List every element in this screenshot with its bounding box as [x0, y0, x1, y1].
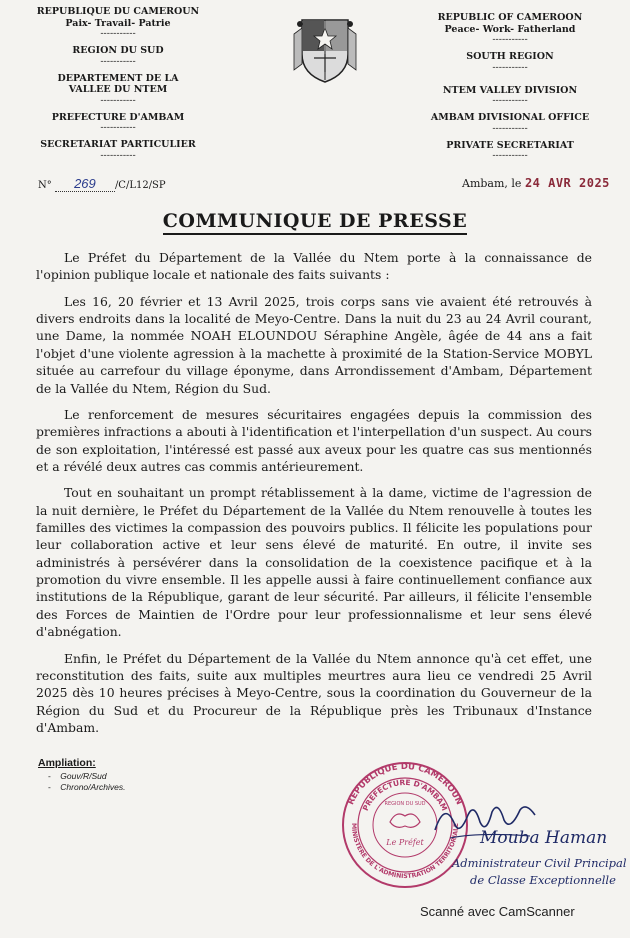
seal-sub-text: REGION DU SUD — [384, 801, 426, 807]
paragraph: Le renforcement de mesures sécuritaires engagées depuis la commission des premières infractions a abouti à l'identification et l'interpellation d'un suspect. Au cours de son exploitation, l'intéressé est passé aux aveux pour les quatre cas sus mentionnés et a révélé deux autres cas commis antérieurement. — [36, 406, 592, 474]
seal-center-label: Le Préfet — [386, 838, 424, 847]
reference-prefix: N° — [38, 180, 52, 191]
separator: ----------- — [100, 94, 136, 106]
ampliation-heading: Ampliation: — [38, 757, 96, 769]
signatory-title-line2: de Classe Exceptionnelle — [470, 873, 616, 887]
prefecture-fr: PREFECTURE D'AMBAM — [51, 111, 185, 123]
ampliation-list — [38, 757, 125, 793]
header-right-english — [400, 12, 620, 161]
motto-fr: Paix- Travail- Patrie — [65, 17, 171, 29]
scanner-watermark: Scanné avec CamScanner — [420, 904, 575, 919]
region-en: SOUTH REGION — [466, 51, 554, 63]
date-place: Ambam, le — [462, 177, 522, 190]
country-name-en: REPUBLIC OF CAMEROON — [437, 12, 583, 23]
paragraph: Tout en souhaitant un prompt rétablissement à la dame, victime de l'agression de la nuit dernière, le Préfet du Département de la Vallée du Ntem renouvelle à toutes les familles des victimes la compassion des pouvoirs publics. Il félicite les populations pour leur collaboration active et leur sens élevé de maturité. En outre, il invite ses administrés à persévérer dans la consolidation de la coexistence pacifique et à la promotion du vivre ensemble. Il les appelle aussi à faire continuellement confiance aux institutions de la République, garant de leur sécurité. Par ailleurs, il félicite l'ensemble des Forces de Maintien de l'Ordre pour leur professionnalisme et leur sens élevé d'abnégation. — [36, 485, 592, 640]
paragraph: Les 16, 20 février et 13 Avril 2025, trois corps sans vie avaient été retrouvés à divers endroits dans la localité de Meyo-Centre. Dans la nuit du 23 au 24 Avril courant, une Dame, la nommée NOAH ELOUNDOU Séraphine Angèle, âgée de 44 ans a fait l'objet d'une violente agression à la machette à proximité de la Station-Service MOBYL située au carrefour du village éponyme, dans Arrondissement d'Ambam, Département de la Vallée du Ntem, Région du Sud. — [36, 293, 592, 396]
separator: ----------- — [100, 55, 136, 67]
header-left-french — [18, 6, 218, 161]
paragraph: Enfin, le Préfet du Département de la Vallée du Ntem annonce qu'à cet effet, une reconstitution des faits, suite aux multiples meurtres aura lieu ce vendredi 25 Avril 2025 dès 10 heures précises à Meyo-Centre, sous la coordination du Gouverneur de la Région du Sud et du Procureur de la République près les Tribunaux d'Instance d'Ambam. — [36, 650, 592, 735]
separator: ----------- — [492, 34, 528, 46]
page-title: COMMUNIQUE DE PRESSE — [0, 210, 630, 232]
office-en: AMBAM DIVISIONAL OFFICE — [430, 112, 590, 124]
separator: ----------- — [492, 122, 528, 134]
date-line — [462, 176, 610, 190]
communique-body — [36, 249, 592, 745]
coat-of-arms-icon — [290, 14, 360, 86]
seal-ministry-text: MINISTERE DE L'ADMINISTRATION TERRITORIALE — [349, 822, 461, 881]
separator: ----------- — [100, 122, 136, 134]
reference-number — [38, 176, 166, 192]
signatory-title-line1: Administrateur Civil Principal — [452, 856, 627, 870]
secretariat-fr: SECRETARIAT PARTICULIER — [40, 139, 196, 151]
separator: ----------- — [100, 28, 136, 40]
seal-outer-text: REPUBLIQUE DU CAMEROUN — [346, 761, 464, 807]
separator: ----------- — [492, 150, 528, 162]
country-name-fr: REPUBLIQUE DU CAMEROUN — [36, 6, 200, 17]
separator: ----------- — [492, 95, 528, 107]
signatory-name: Mouba Haman — [480, 828, 608, 848]
paragraph: Le Préfet du Département de la Vallée du Ntem porte à la connaissance de l'opinion publique locale et nationale des faits suivants : — [36, 250, 592, 283]
separator: ----------- — [100, 150, 136, 162]
division-en: NTEM VALLEY DIVISION — [442, 84, 578, 96]
list-item: - Chrono/Archives. — [48, 782, 125, 793]
reference-handwritten-number: 269 — [55, 176, 115, 192]
region-fr: REGION DU SUD — [72, 45, 164, 57]
reference-suffix: /C/L12/SP — [114, 180, 166, 191]
date-stamp: 24 AVR 2025 — [524, 176, 610, 190]
seal-emblem-icon — [390, 814, 420, 827]
department-line2: VALLEE DU NTEM — [68, 84, 168, 96]
department-line1: DEPARTEMENT DE LA — [57, 72, 179, 84]
secretariat-en: PRIVATE SECRETARIAT — [446, 139, 574, 151]
motto-en: Peace- Work- Fatherland — [444, 23, 576, 35]
list-item: - Gouv/R/Sud — [48, 771, 125, 782]
seal-inner-text: PREFECTURE D'AMBAM — [360, 777, 450, 813]
separator: ----------- — [492, 61, 528, 73]
